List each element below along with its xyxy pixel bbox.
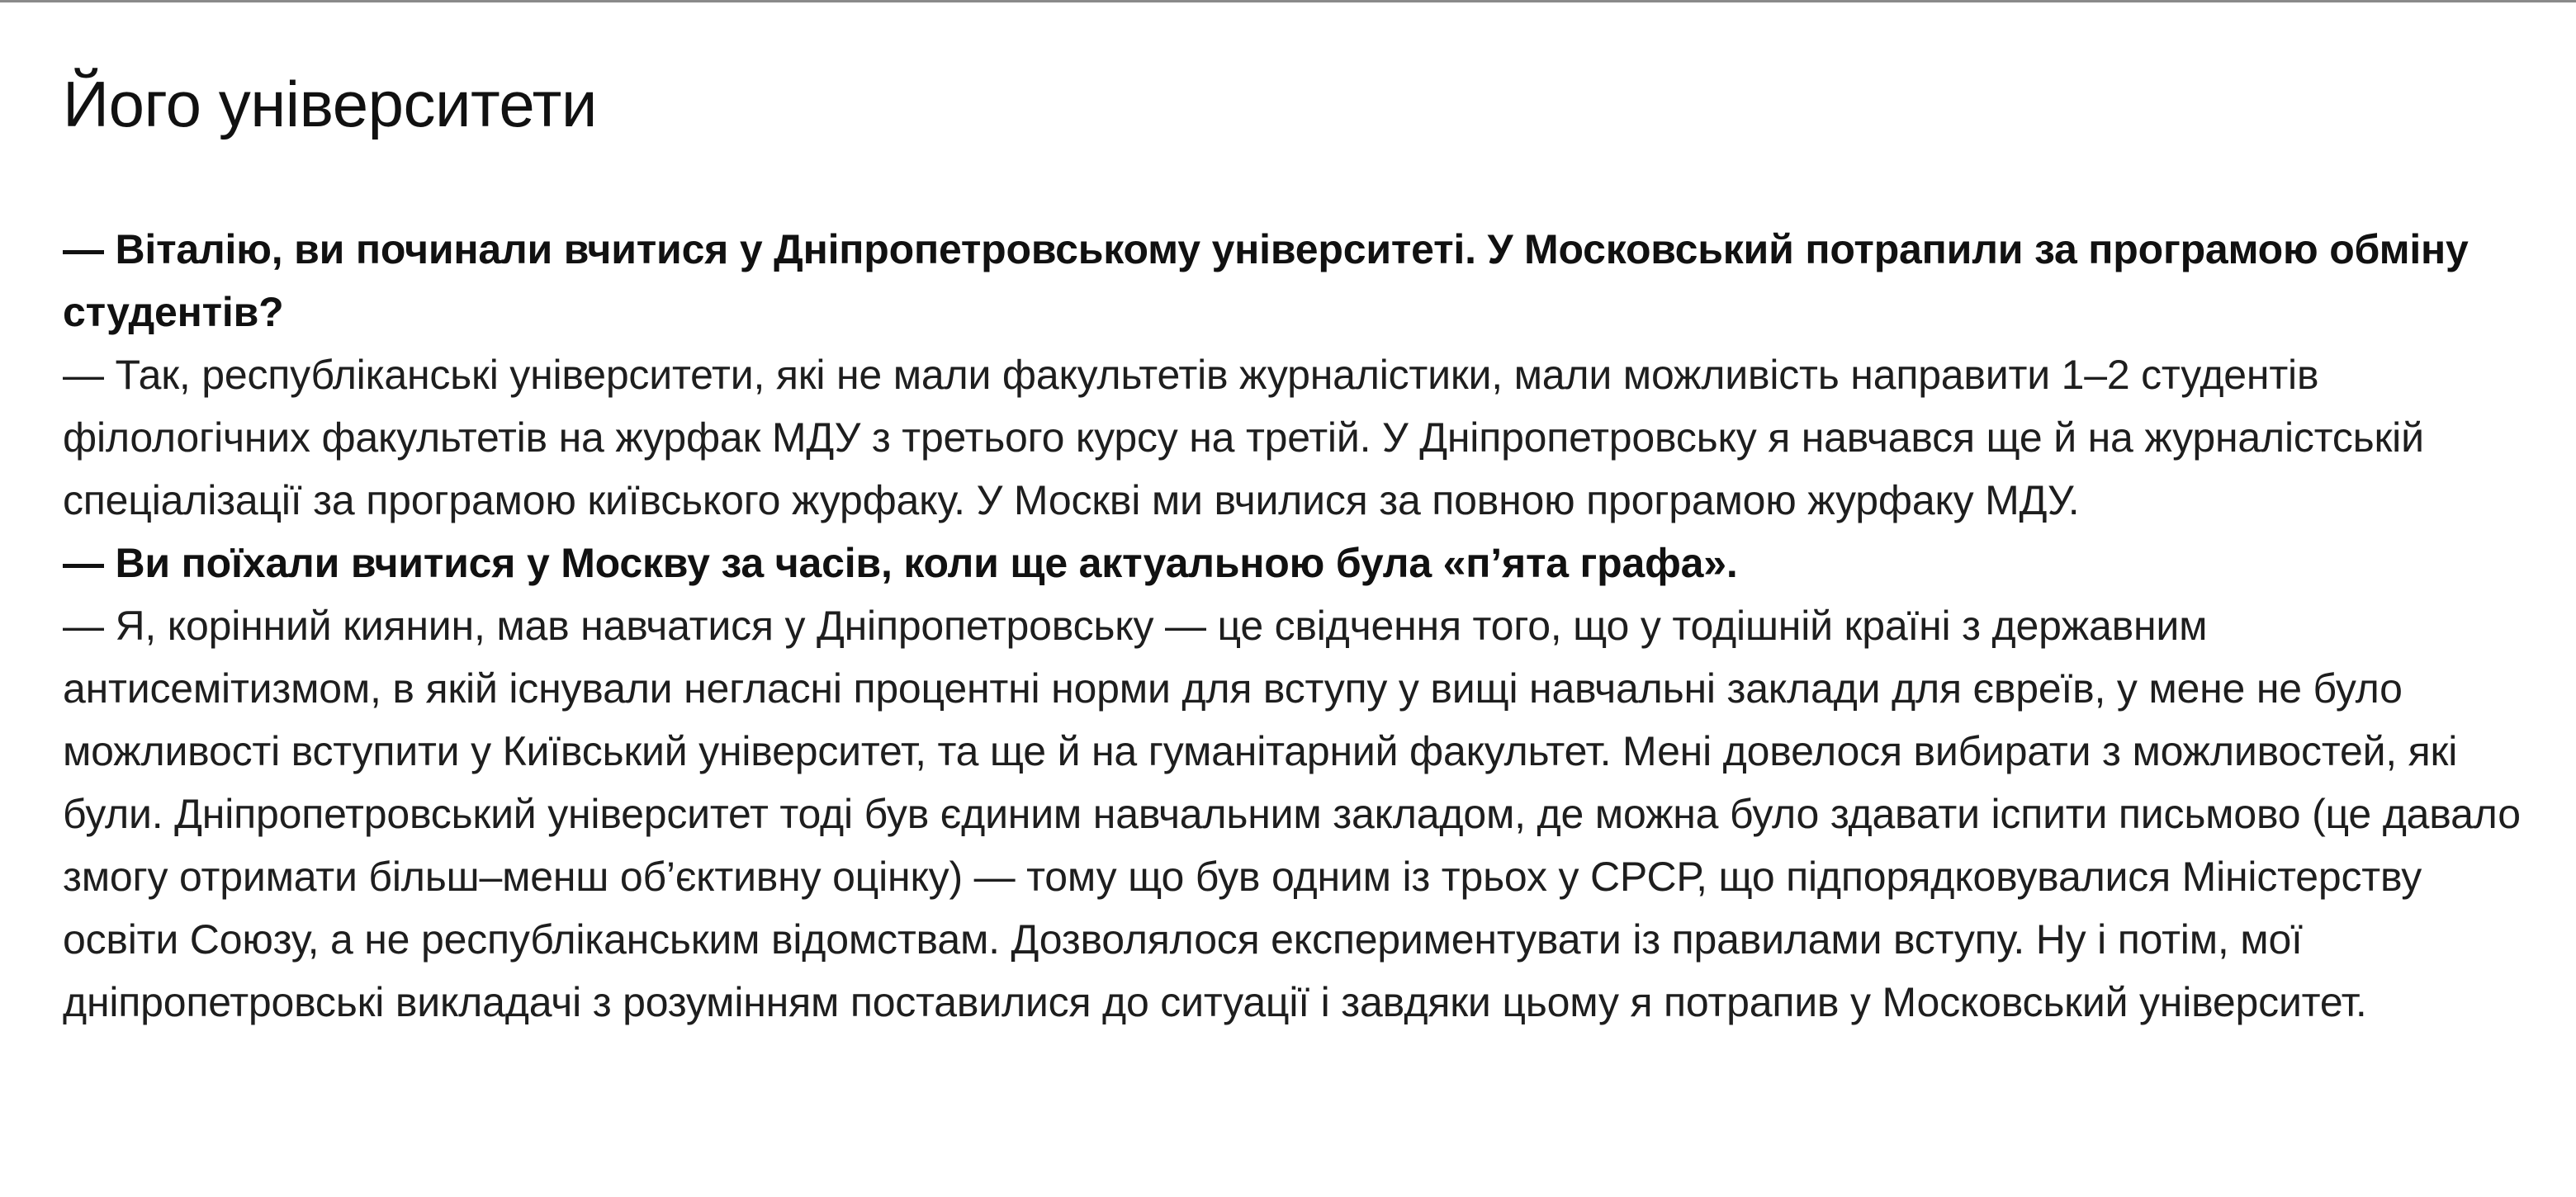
interview-question: — Віталію, ви починали вчитися у Дніпропетровському університеті. У Московський потрапили за програмою обміну студентів? — [63, 226, 2469, 335]
interview-question: — Ви поїхали вчитися у Москву за часів, коли ще актуальною була «п’ята графа». — [63, 540, 1738, 586]
interview-body — [63, 218, 2531, 1034]
interview-answer: — Так, республіканські університети, які не мали факультетів журналістики, мали можливість направити 1–2 студентів філологічних факультетів на журфак МДУ з третього курсу на третій. У Дніпропетровську я навчався ще й на журналістській спеціалізації за програмою київського журфаку. У Москві ми вчилися за повною програмою журфаку МДУ. — [63, 352, 2424, 523]
interview-answer: — Я, корінний киянин, мав навчатися у Дніпропетровську — це свідчення того, що у тодішній країні з державним антисемітизмом, в якій існували негласні процентні норми для вступу у вищі навчальні заклади для євреїв, у мене не було можливості вступити у Київський університет, та ще й на гуманітарний факультет. Мені довелося вибирати з можливостей, які були. Дніпропетровський університет тоді був єдиним навчальним закладом, де можна було здавати іспити письмово (це давало змогу отримати більш–менш об’єктивну оцінку) — тому що був одним із трьох у СРСР, що підпорядковувалися Міністерству освіти Союзу, а не республіканським відомствам. Дозволялося експериментувати із правилами вступу. Ну і потім, мої дніпропетровські викладачі з розумінням поставилися до ситуації і завдяки цьому я потрапив у Московський університет. — [63, 603, 2521, 1025]
section-heading: Його університети — [63, 68, 597, 140]
top-divider — [0, 0, 2576, 2]
article — [63, 63, 2531, 1034]
